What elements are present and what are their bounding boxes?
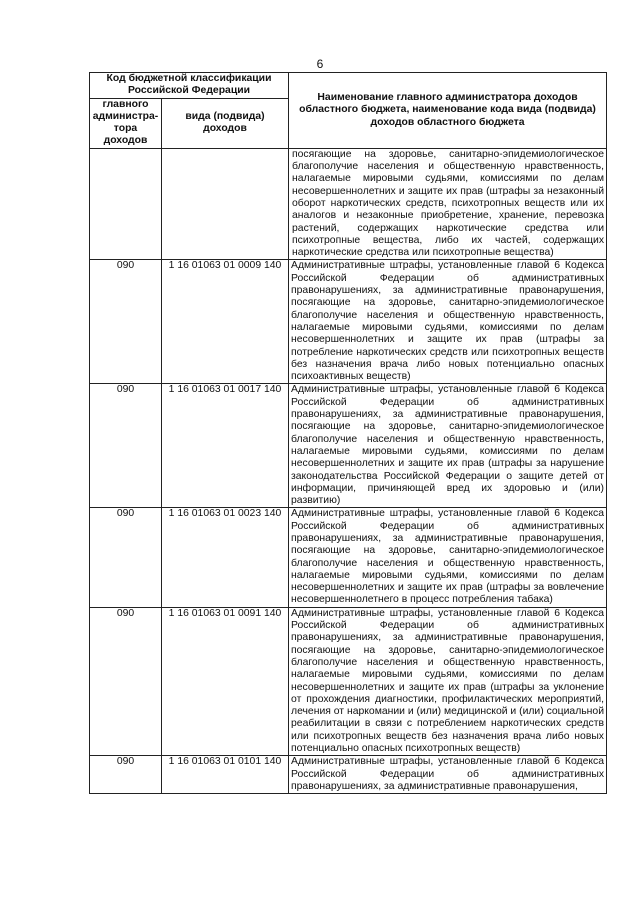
header-col-type: вида (подвида) доходов [162, 98, 289, 148]
cell-admin-empty [90, 148, 162, 260]
cell-name: Административные штрафы, установленные главой 6 Кодекса Российской Федерации об административных правонарушениях, за административные правонарушения, [289, 756, 607, 794]
cell-name: Административные штрафы, установленные главой 6 Кодекса Российской Федерации об административных правонарушениях, за административные правонарушения, посягающие на здоровье, санитарно-эпидемиологическое благополучие населения и общественную нравственность, налагаемые мировыми судьями, комиссиями по делам несовершеннолетних и защите их прав (штрафы за нарушение законодательства Российской Федерации о защите детей от информации, причиняющей вред их здоровью и (или) развитию) [289, 384, 607, 508]
header-group-title: Код бюджетной классификации Российской Федерации [90, 73, 289, 99]
table-row-continuation [90, 148, 607, 260]
cell-continuation-text: посягающие на здоровье, санитарно-эпидемиологическое благополучие населения и общественную нравственность, налагаемые мировыми судьями, комиссиями по делам несовершеннолетних и защите их прав (штрафы за незаконный оборот наркотических средств, психотропных веществ или их аналогов и незаконные приобретение, хранение, перевозка растений, содержащих наркотические средства или психотропные вещества, либо их частей, содержащих наркотические средства или психотропные вещества) [289, 148, 607, 260]
cell-code: 1 16 01063 01 0023 140 [162, 508, 289, 607]
cell-code: 1 16 01063 01 0101 140 [162, 756, 289, 794]
cell-name: Административные штрафы, установленные главой 6 Кодекса Российской Федерации об административных правонарушениях, за административные правонарушения, посягающие на здоровье, санитарно-эпидемиологическое благополучие населения и общественную нравственность, налагаемые мировыми судьями, комиссиями по делам несовершеннолетних и защите их прав (штрафы за уклонение от прохождения диагностики, профилактических мероприятий, лечения от наркомании и (или) медицинской и (или) социальной реабилитации в связи с потреблением наркотических средств или психотропных веществ без назначения врача либо новых потенциально опасных психотропных веществ) [289, 607, 607, 756]
table-row [90, 607, 607, 756]
cell-admin: 090 [90, 508, 162, 607]
cell-admin: 090 [90, 607, 162, 756]
table-body [90, 148, 607, 793]
cell-name: Административные штрафы, установленные главой 6 Кодекса Российской Федерации об административных правонарушениях, за административные правонарушения, посягающие на здоровье, санитарно-эпидемиологическое благополучие населения и общественную нравственность, налагаемые мировыми судьями, комиссиями по делам несовершеннолетних и защите их прав (штрафы за потребление наркотических средств или психотропных веществ без назначения врача либо новых потенциально опасных психоактивных веществ) [289, 260, 607, 384]
page-number: 6 [316, 57, 324, 71]
cell-admin: 090 [90, 260, 162, 384]
header-col-name: Наименование главного администратора доходов областного бюджета, наименование кода вида (подвида) доходов областного бюджета [289, 73, 607, 149]
cell-admin: 090 [90, 384, 162, 508]
table-row [90, 508, 607, 607]
budget-classification-table [89, 72, 607, 794]
header-col-admin: главного администра-тора доходов [90, 98, 162, 148]
cell-code: 1 16 01063 01 0091 140 [162, 607, 289, 756]
cell-code-empty [162, 148, 289, 260]
cell-code: 1 16 01063 01 0017 140 [162, 384, 289, 508]
table-row [90, 260, 607, 384]
cell-name: Административные штрафы, установленные главой 6 Кодекса Российской Федерации об административных правонарушениях, за административные правонарушения, посягающие на здоровье, санитарно-эпидемиологическое благополучие населения и общественную нравственность, налагаемые мировыми судьями, комиссиями по делам несовершеннолетних и защите их прав (штрафы за вовлечение несовершеннолетнего в процесс потребления табака) [289, 508, 607, 607]
cell-code: 1 16 01063 01 0009 140 [162, 260, 289, 384]
cell-admin: 090 [90, 756, 162, 794]
table-header [90, 73, 607, 149]
table-row [90, 756, 607, 794]
table-row [90, 384, 607, 508]
